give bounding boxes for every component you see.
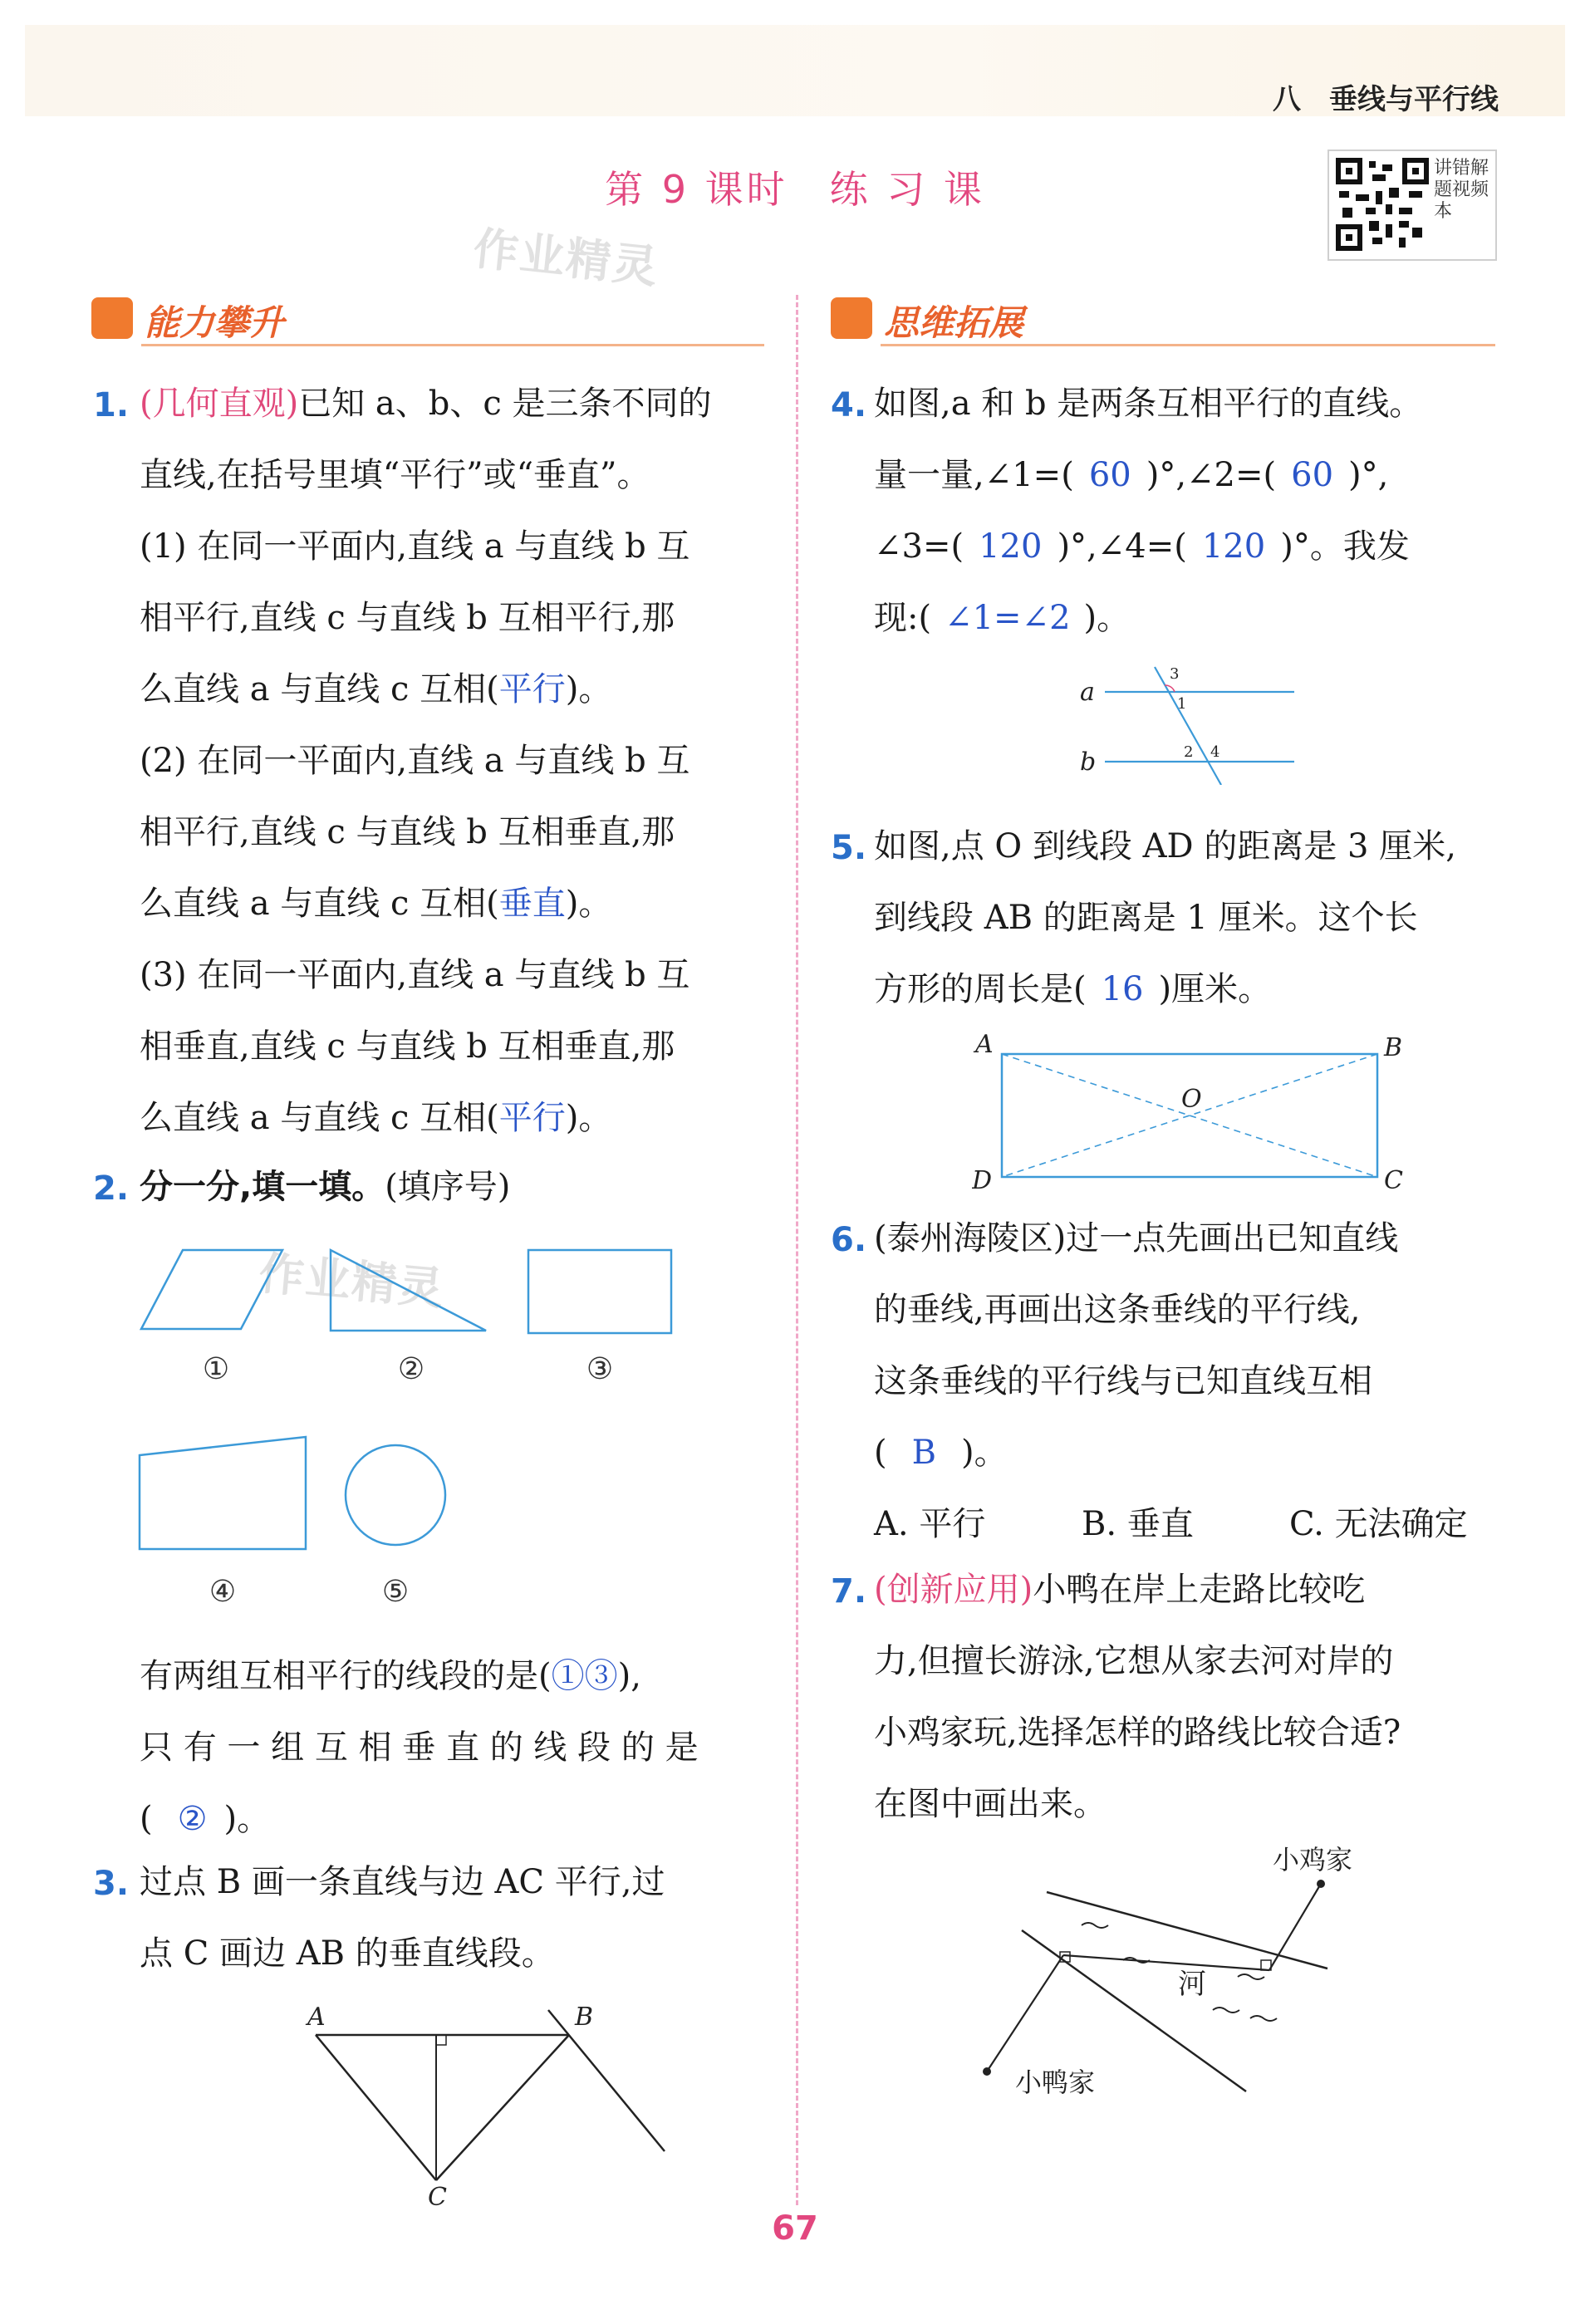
q4-line: 量一量,∠1=( 60 )°,∠2=( 60 )°, [874,456,1389,494]
question-4 [874,368,1522,654]
q3-triangle-figure [282,1993,698,2209]
q2-number: 2. [93,1169,130,1208]
q1-answer-1: 平行 [498,670,566,708]
q6-line: 的垂线,再画出这条垂线的平行线, [874,1291,1361,1329]
q7-line: 在图中画出来。 [874,1785,1107,1823]
q2-answers [140,1640,779,1855]
q1-line: (2) 在同一平面内,直线 a 与直线 b 互 [140,742,690,780]
question-3 [140,1846,779,1989]
shape-1-label: ① [202,1352,230,1386]
q6-line: (泰州海陵区)过一点先画出已知直线 [874,1219,1399,1258]
q5-line: 如图,点 O 到线段 AD 的距离是 3 厘米, [874,827,1456,865]
q7-line: 力,但擅长游泳,它想从家去河对岸的 [874,1642,1394,1680]
shape-4-trapezoid [140,1437,306,1549]
shape-5-circle [346,1445,445,1545]
q4-angle-4: 120 [1201,527,1266,566]
q1-line: (1) 在同一平面内,直线 a 与直线 b 互 [140,527,690,566]
q7-duck-home-label: 小鸭家 [1015,2067,1096,2098]
q6-line: 这条垂线的平行线与已知直线互相 [874,1362,1372,1400]
watermark: 作业精灵 [470,222,662,294]
section-ability [91,292,764,342]
question-5 [874,811,1522,1025]
q1-line: 么直线 a 与直线 c 互相(平行)。 [140,670,612,708]
q6-number: 6. [831,1221,867,1259]
q2-hint: (填序号) [385,1168,511,1206]
q2-title: 分一分,填一填。 [140,1168,385,1206]
q6-line: ( B )。 [874,1434,1008,1472]
q5-point-o: O [1181,1085,1202,1114]
q4-line: ∠3=( 120 )°,∠4=( 120 )°。我发 [874,527,1410,566]
qr-code-box[interactable] [1327,150,1497,261]
q6-option-a: A. 平行 [874,1505,986,1543]
q7-tag: (创新应用) [874,1571,1033,1609]
q3-point-b: B [575,2003,594,2032]
section-rule [881,344,1495,346]
q1-tag: (几何直观) [140,385,299,423]
q4-parallel-figure [1072,660,1321,785]
q2-shapes-figure [125,1238,689,1611]
shape-2-triangle [331,1250,486,1331]
chapter-header: 八 垂线与平行线 [1273,83,1499,116]
shape-4-label: ④ [209,1575,237,1609]
q5-line: 方形的周长是( 16 )厘米。 [874,970,1272,1008]
q3-point-a: A [307,2003,326,2032]
q4-label-3: 3 [1170,665,1180,683]
q6-answer: B [911,1434,937,1472]
q6-options [874,1488,1522,1560]
question-7 [874,1554,1522,1840]
q5-point-c: C [1384,1166,1403,1195]
q3-line: 点 C 画边 AB 的垂直线段。 [140,1934,555,1973]
q7-river-label: 河 [1178,1968,1206,2001]
q1-line: 相平行,直线 c 与直线 b 互相平行,那 [140,599,675,637]
q4-line: 如图,a 和 b 是两条互相平行的直线。 [874,385,1423,423]
q2-line: 有两组互相平行的线段的是(①③), [140,1657,641,1695]
q7-river-figure [964,1836,1396,2110]
q1-line: 直线,在括号里填“平行”或“垂直”。 [140,456,650,494]
q3-number: 3. [93,1865,130,1903]
q2-line: 只 有 一 组 互 相 垂 直 的 线 段 的 是 [140,1728,699,1767]
q7-number: 7. [831,1572,867,1611]
q5-number: 5. [831,829,867,867]
question-1 [140,368,771,1154]
page-number: 67 [772,2209,818,2248]
ability-icon [91,297,133,339]
q1-line: 么直线 a 与直线 c 互相(平行)。 [140,1099,612,1137]
shape-2-label: ② [397,1352,425,1386]
shape-3-rectangle [528,1250,671,1333]
q1-answer-3: 平行 [498,1099,566,1137]
qr-code-icon [1336,158,1429,251]
qr-label: 讲错解题视频本 [1434,158,1489,222]
section-thinking [831,292,1495,342]
q2-title-line [140,1151,771,1223]
q2-line: ( ② )。 [140,1800,271,1838]
q1-answer-2: 垂直 [498,885,566,923]
q5-point-a: A [975,1030,994,1059]
q2-answer-1: ①③ [551,1657,618,1695]
q5-line: 到线段 AB 的距离是 1 厘米。这个长 [874,899,1418,937]
shape-5-label: ⑤ [381,1575,410,1609]
column-divider [796,295,798,2205]
q4-line: 现:( ∠1=∠2 )。 [874,599,1131,637]
q1-line: (几何直观)已知 a、b、c 是三条不同的 [140,385,712,423]
q3-line: 过点 B 画一条直线与边 AC 平行,过 [140,1863,665,1901]
q4-angle-1: 60 [1088,456,1131,494]
q3-point-c: C [428,2183,447,2209]
q1-line: 么直线 a 与直线 c 互相(垂直)。 [140,885,612,923]
q4-number: 4. [831,386,867,424]
q4-finding: ∠1=∠2 [945,599,1071,637]
thinking-icon [831,297,872,339]
section-rule [141,344,764,346]
q4-label-2: 2 [1184,743,1194,761]
q4-label-b: b [1080,748,1097,777]
q2-answer-2: ② [177,1800,208,1838]
section-thinking-title: 思维拓展 [884,302,1024,343]
question-6 [874,1203,1522,1560]
q4-angle-2: 60 [1291,456,1334,494]
q5-answer: 16 [1101,970,1144,1008]
q7-line: 小鸡家玩,选择怎样的路线比较合适? [874,1714,1401,1752]
q1-number: 1. [93,386,130,424]
shape-1-parallelogram [141,1250,282,1329]
q5-rectangle-figure [972,1026,1421,1200]
q4-label-4: 4 [1210,743,1220,761]
q1-line: (3) 在同一平面内,直线 a 与直线 b 互 [140,956,690,994]
q6-option-c: C. 无法确定 [1289,1505,1468,1543]
q4-label-1: 1 [1177,695,1187,713]
q6-option-b: B. 垂直 [1082,1505,1194,1543]
q4-label-a: a [1080,678,1095,707]
watermark: 作业精灵 [257,1247,447,1316]
q7-line: (创新应用)小鸭在岸上走路比较吃 [874,1571,1366,1609]
lesson-title: 第 9 课时 练 习 课 [605,167,985,212]
shape-3-label: ③ [586,1352,614,1386]
q5-point-b: B [1384,1033,1403,1062]
q1-line: 相垂直,直线 c 与直线 b 互相垂直,那 [140,1027,675,1066]
q4-angle-3: 120 [979,527,1043,566]
q1-line: 相平行,直线 c 与直线 b 互相垂直,那 [140,813,675,851]
q5-point-d: D [972,1166,993,1195]
section-ability-title: 能力攀升 [145,302,285,343]
q7-chick-home-label: 小鸡家 [1273,1844,1353,1875]
